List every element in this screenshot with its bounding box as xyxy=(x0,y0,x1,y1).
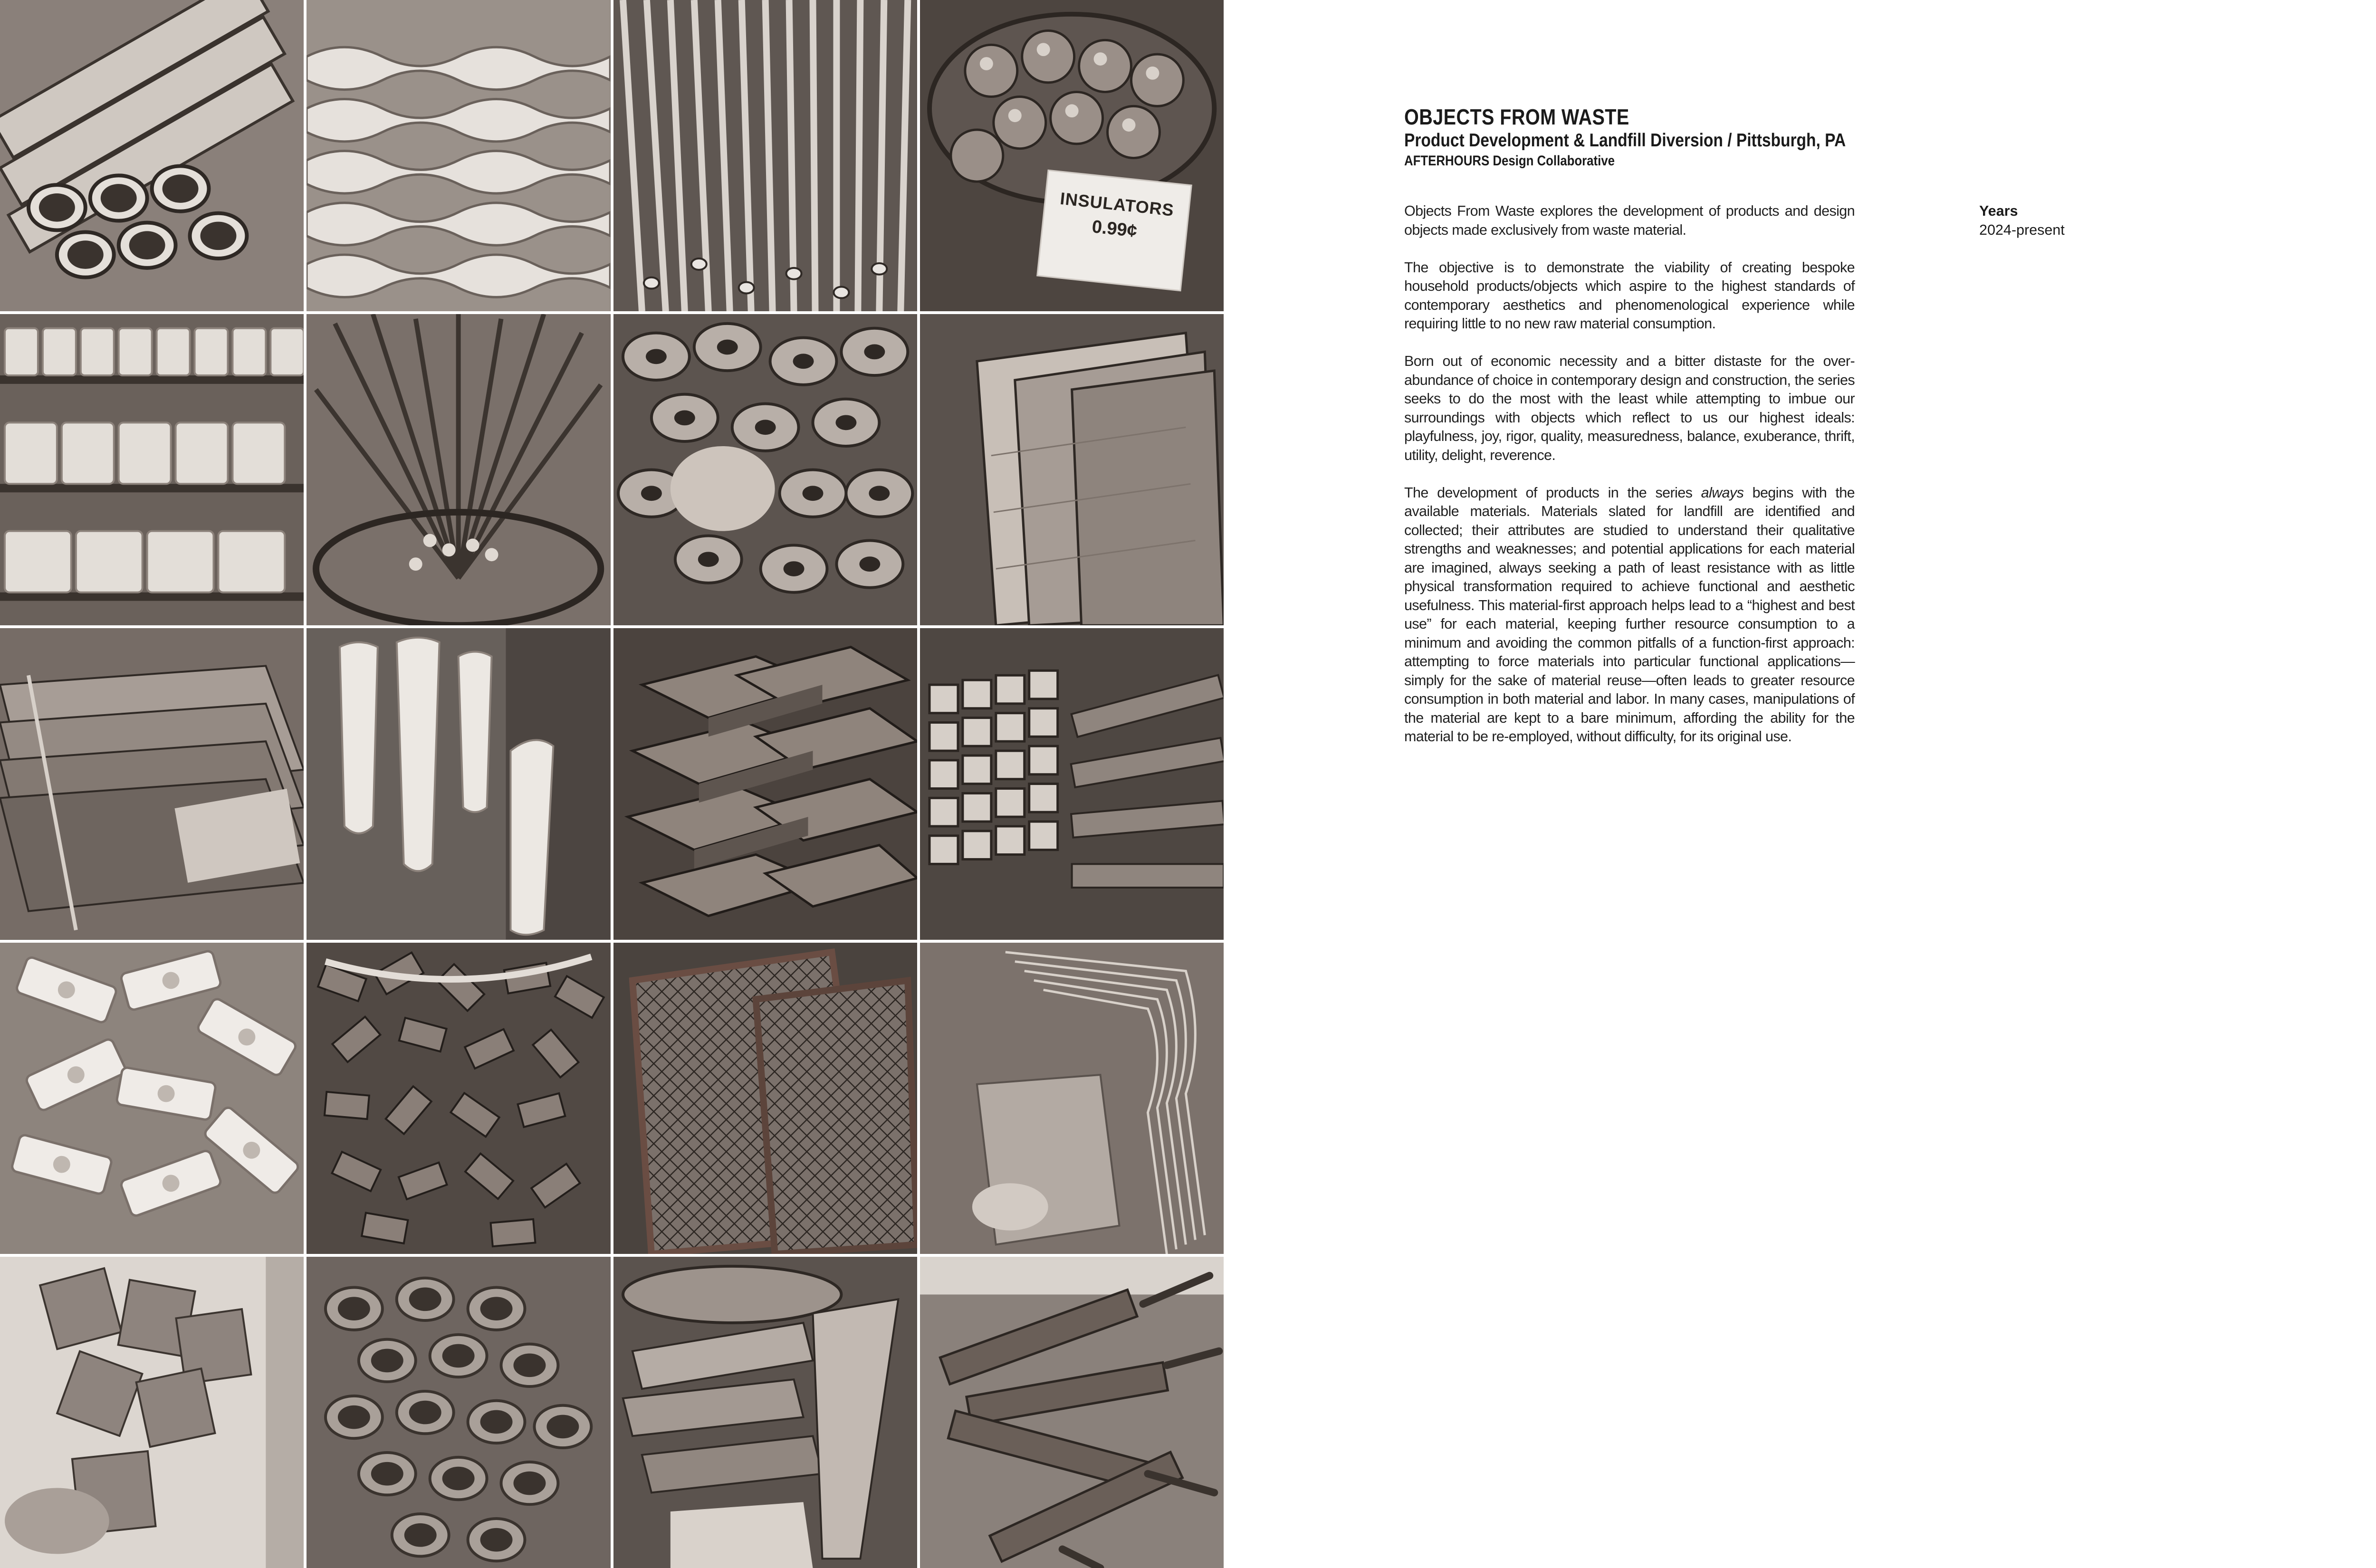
paragraph-intro: Objects From Waste explores the development of products and design objects made exclusively from waste material. xyxy=(1404,203,1855,238)
photo-plastic-brackets xyxy=(0,943,304,1254)
sign-title: INSULATORS xyxy=(1059,189,1175,220)
project-subtitle: Product Development & Landfill Diversion / Pittsburgh, PA xyxy=(1404,130,1846,151)
photo-metal-flanges xyxy=(613,314,917,625)
years-label: Years xyxy=(1979,203,2018,219)
photo-wood-blocks xyxy=(613,628,917,939)
project-header xyxy=(1404,105,2022,170)
project-collective: AFTERHOURS Design Collaborative xyxy=(1404,153,1615,169)
project-description xyxy=(1404,202,1855,765)
photo-crown-molding xyxy=(307,0,610,311)
project-title: OBJECTS FROM WASTE xyxy=(1404,105,1629,129)
photo-clay-pipes xyxy=(307,1257,610,1568)
photo-wooden-clamps xyxy=(920,1257,1224,1568)
paragraph-process-start: The development of products in the series xyxy=(1404,484,1701,501)
photo-metal-sheets xyxy=(0,628,304,939)
paragraph-objective: The objective is to demonstrate the viability of creating bespoke household products/objects which aspire to the highest standards of contemporary aesthetics and phenomenological experience while requiring little to no new raw material consumption. xyxy=(1404,259,1855,332)
photo-sink-pedestals xyxy=(307,628,610,939)
photo-wire-mesh-panels xyxy=(613,943,917,1254)
photo-cardboard-tubes xyxy=(0,0,304,311)
photo-insulators xyxy=(920,0,1224,311)
paragraph-process xyxy=(1404,484,1855,746)
photo-metal-conduit xyxy=(613,0,917,311)
photo-wooden-dowels-bucket xyxy=(307,314,610,625)
paragraph-origin: Born out of economic necessity and a bitter distaste for the over-abundance of choice in contemporary design and construction, the series seeks to do the most with the least while attempting to imbue our surroundings with objects which reflect to us our highest ideals: playfulness, joy, rigor, quality, measuredness, balance, exuberance, thrift, utility, delight, reverence. xyxy=(1404,353,1855,463)
insulators-price-sign xyxy=(1038,171,1190,290)
photo-square-tubing xyxy=(920,628,1224,939)
photo-brick-rubble xyxy=(307,943,610,1254)
paragraph-process-emphasis: always xyxy=(1701,484,1744,501)
photo-wood-panels xyxy=(920,314,1224,625)
years-value: 2024-present xyxy=(1979,221,2065,238)
paragraph-process-rest: begins with the available materials. Materials slated for landfill are identified and collected; their attributes are studied to understand their qualitative strengths and weaknesses; and potential applications for each material are imagined, always seeking a path of least resistance with as little physical transformation required to achieve functional and aesthetic usefulness. This material-first approach helps lead to a “highest and best use” for each material, keeping further resource consumption to a minimum and avoiding the common pitfalls of a function-first approach: attempting to force materials into particular functional applications—simply for the sake of material reuse—often leads to greater resource consumption in both material and labor. In many cases, manipulations of the material are kept to a bare minimum, affording the ability for the material to be re-employed, without difficulty, for its original use. xyxy=(1404,484,1855,745)
photo-metal-scraps xyxy=(613,1257,917,1568)
photo-toilet-tanks-shelves xyxy=(0,314,304,625)
sign-price: 0.99¢ xyxy=(1091,217,1138,242)
photo-stone-tiles xyxy=(0,1257,304,1568)
photo-plastic-sheets xyxy=(920,943,1224,1254)
project-meta xyxy=(1979,202,2169,239)
